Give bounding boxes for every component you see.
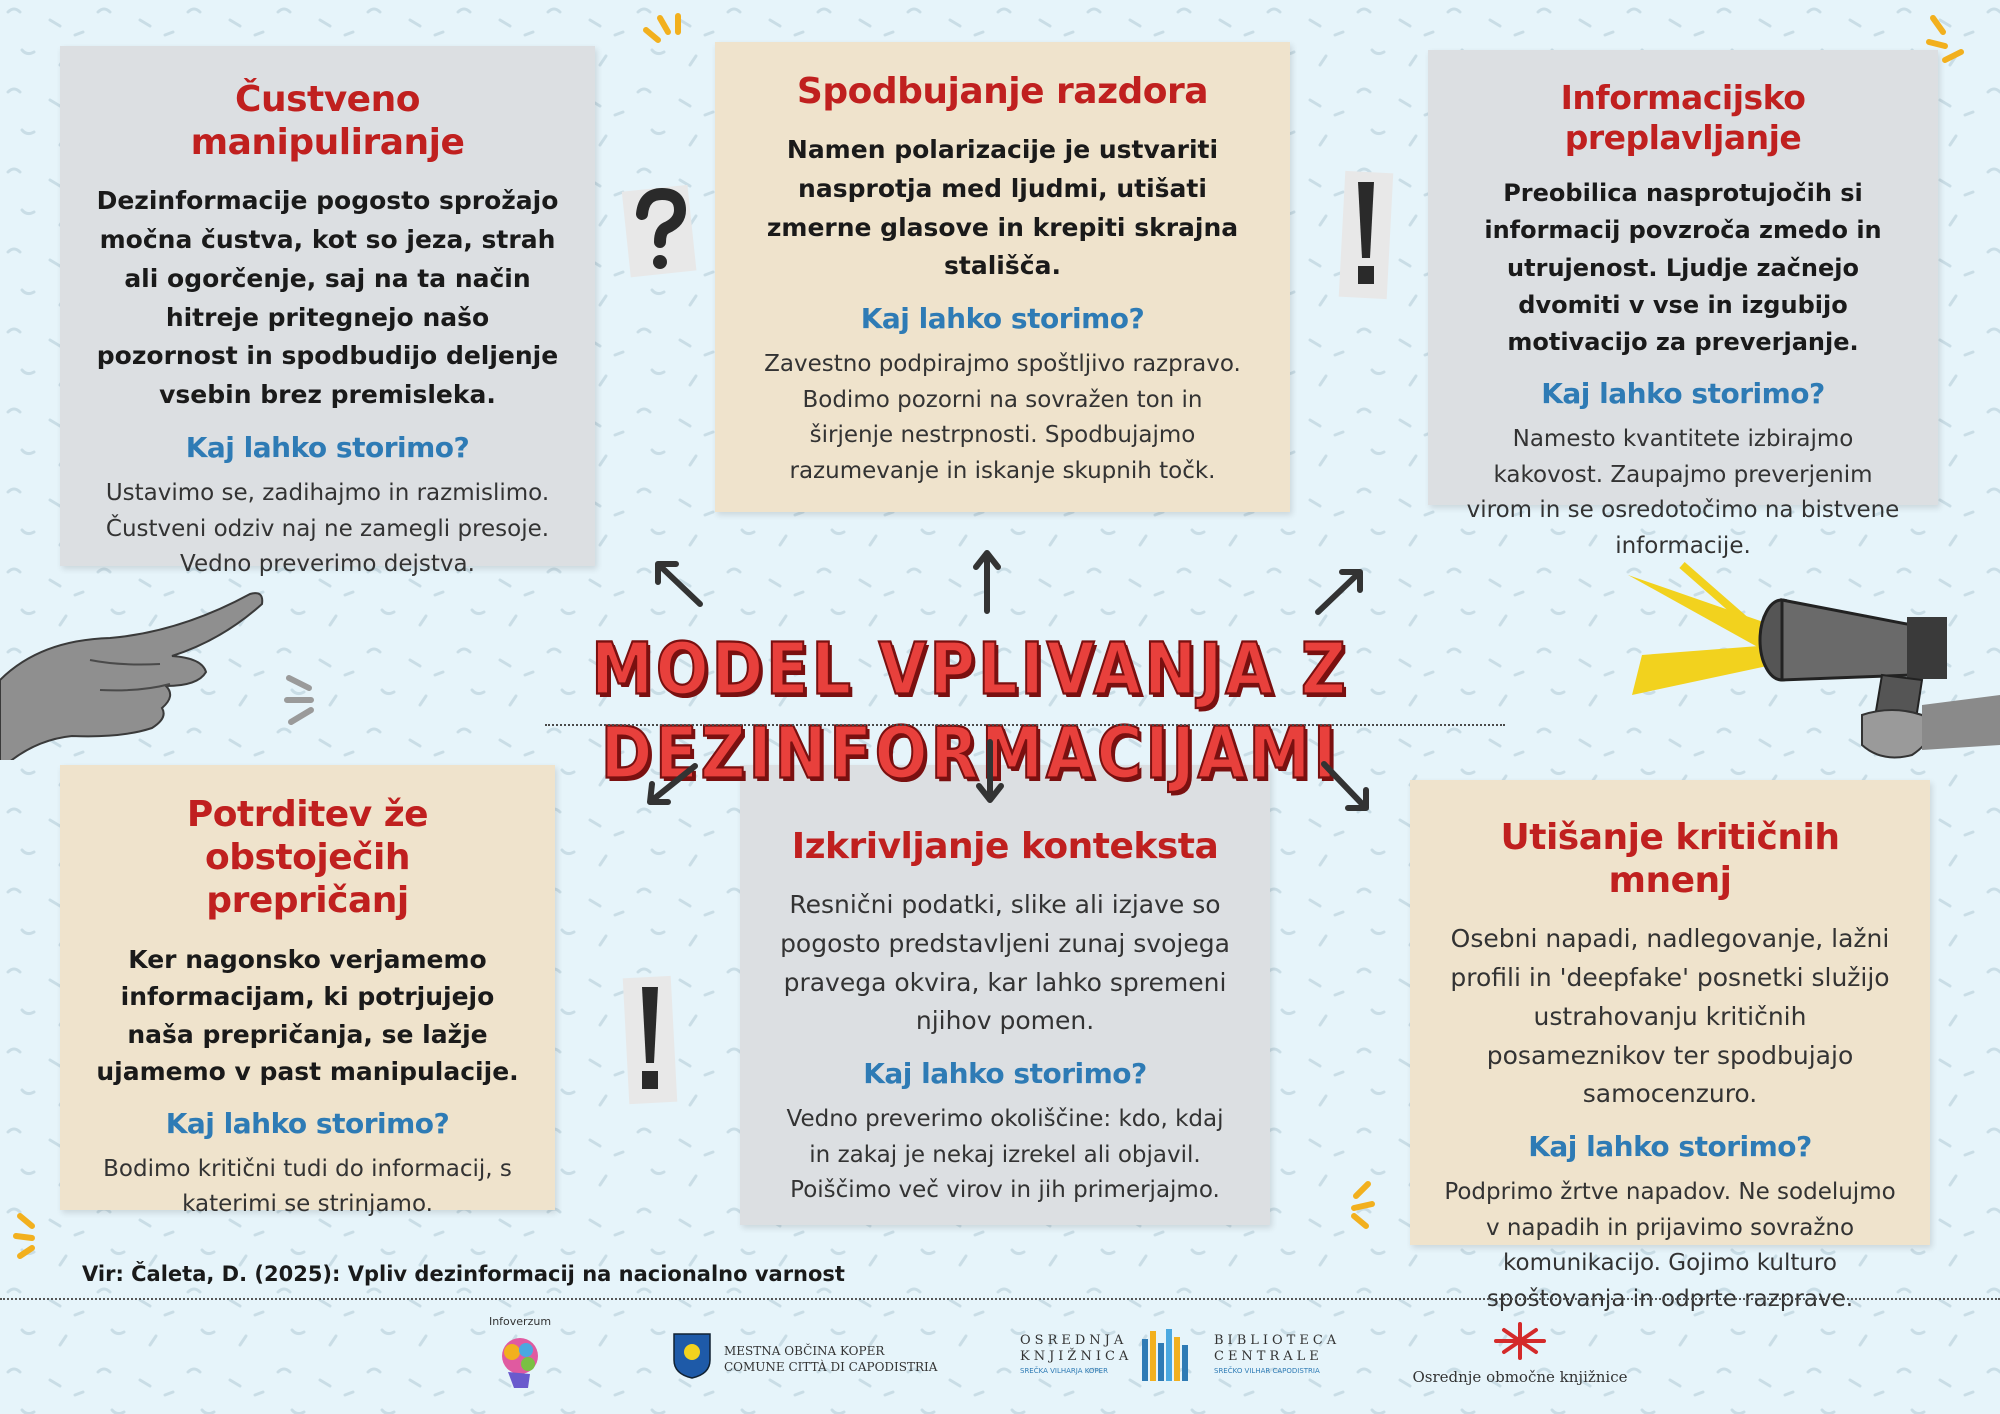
card-subtitle: Kaj lahko storimo? <box>165 1106 450 1140</box>
card-tip: Bodimo kritični tudi do informacij, s katerimi se strinjamo. <box>103 1155 512 1218</box>
arrow-icon <box>1318 758 1378 818</box>
library-sl-line1: OSREDNJA <box>1020 1333 1128 1348</box>
koper-line1: MESTNA OBČINA KOPER <box>724 1344 885 1358</box>
card-confirmation-bias <box>60 765 555 1218</box>
books-icon <box>1138 1325 1198 1385</box>
card-tip: Podprimo žrtve napadov. Ne sodelujmo v napadih in prijavimo sovražno komunikacijo. Gojimo kulturo spoštovanja in odprte razprave. <box>1444 1179 1896 1313</box>
infoverzum-label: Infoverzum <box>488 1315 552 1328</box>
burst-lines-icon <box>1328 1178 1378 1238</box>
card-tip: Zavestno podpirajmo spoštljivo razpravo. Bodimo pozorni na sovražen ton in širjenje nestrpnosti. Spodbujajmo razumevanje in iskanje skupnih točk. <box>764 351 1241 485</box>
regional-libraries-logo <box>1410 1318 1630 1388</box>
arrow-icon <box>1310 560 1370 620</box>
card-title: Potrditev že obstoječih prepričanj <box>186 794 429 922</box>
library-sl-line2: KNJIŽNICA <box>1020 1349 1133 1364</box>
library-it-line2: CENTRALE <box>1214 1349 1323 1364</box>
card-information-flooding <box>1428 50 1938 560</box>
card-title: Utišanje kritičnih mnenj <box>1500 817 1840 902</box>
arrow-icon <box>972 545 1002 615</box>
card-title: Čustveno manipuliranje <box>190 79 465 164</box>
central-library-logo <box>1018 1325 1341 1387</box>
card-title: Izkrivljanje konteksta <box>791 826 1219 867</box>
card-context-distortion <box>740 765 1270 1225</box>
library-sl-line3: SREČKA VILHARJA KOPER <box>1020 1367 1108 1375</box>
coat-of-arms-icon <box>670 1330 714 1380</box>
arrow-icon <box>640 760 700 810</box>
card-silencing-critics <box>1410 780 1930 1313</box>
koper-municipality-logo <box>670 1330 950 1380</box>
burst-lines-icon <box>12 1210 62 1270</box>
megaphone-icon <box>1622 545 2000 775</box>
koper-line2: COMUNE CITTÀ DI CAPODISTRIA <box>724 1360 938 1374</box>
burst-lines-icon <box>640 12 690 62</box>
pointing-hand-icon <box>0 590 270 760</box>
infoverzum-logo <box>480 1315 560 1396</box>
arrow-icon <box>648 552 708 612</box>
burst-lines-icon <box>283 670 333 730</box>
card-intro: Preobilica nasprotujočih si informacij povzroča zmedo in utrujenost. Ljudje začnejo dvomiti v vse in izgubijo motivacijo za preverjanje. <box>1484 179 1882 356</box>
footer-divider <box>0 1298 2000 1300</box>
source-citation: Vir: Čaleta, D. (2025): Vpliv dezinformacij na nacionalno varnost <box>82 1262 845 1286</box>
title-divider <box>545 724 1505 726</box>
star-burst-icon <box>1490 1318 1550 1364</box>
library-it-line3: SREČKO VILHAR CAPODISTRIA <box>1214 1367 1320 1375</box>
brain-head-icon <box>490 1332 550 1392</box>
card-tip: Ustavimo se, zadihajmo in razmislimo. Čustveni odziv naj ne zamegli presoje. Vedno preverimo dejstva. <box>105 479 550 578</box>
exclamation-icon <box>622 975 678 1105</box>
card-subtitle: Kaj lahko storimo? <box>185 430 470 464</box>
card-title: Spodbujanje razdora <box>796 71 1209 112</box>
regional-label: Osrednje območne knjižnice <box>1412 1368 1628 1386</box>
card-subtitle: Kaj lahko storimo? <box>863 1057 1147 1091</box>
card-inciting-division <box>715 42 1290 512</box>
question-mark-icon <box>620 180 700 280</box>
card-emotional-manipulation <box>60 46 595 578</box>
burst-lines-icon <box>1925 12 1980 72</box>
card-subtitle: Kaj lahko storimo? <box>1528 1130 1812 1164</box>
card-tip: Namesto kvantitete izbirajmo kakovost. Zaupajmo preverjenim virom in se osredotočimo na bistvene informacije. <box>1466 426 1900 560</box>
card-intro: Ker nagonsko verjamemo informacijam, ki potrjujejo naša prepričanja, se lažje ujamemo v past manipulacije. <box>96 944 519 1087</box>
card-intro: Dezinformacije pogosto sprožajo močna čustva, kot so jeza, strah ali ogorčenje, saj na ta način hitreje pritegnejo našo pozornost in spodbudijo deljenje vsebin brez premisleka. <box>96 186 559 410</box>
card-intro: Resnični podatki, slike ali izjave so pogosto predstavljeni zunaj svojega pravega okvira, kar lahko spremeni njihov pomen. <box>780 890 1230 1036</box>
card-intro: Osebni napadi, nadlegovanje, lažni profili in 'deepfake' posnetki služijo ustrahovanju kritičnih posameznikov ter spodbujajo samocenzuro. <box>1450 924 1890 1109</box>
exclamation-icon <box>1338 170 1394 300</box>
arrow-icon <box>975 738 1005 808</box>
card-title: Informacijsko preplavljanje <box>1560 78 1806 157</box>
card-intro: Namen polarizacije je ustvariti nasprotja med ljudmi, utišati zmerne glasove in krepiti skrajna stališča. <box>766 135 1239 281</box>
library-it-line1: BIBLIOTECA <box>1214 1333 1341 1348</box>
card-subtitle: Kaj lahko storimo? <box>860 302 1145 336</box>
main-title: MODEL VPLIVANJA Z DEZINFORMACIJAMI <box>591 627 1349 795</box>
card-subtitle: Kaj lahko storimo? <box>1541 377 1825 411</box>
card-tip: Vedno preverimo okoliščine: kdo, kdaj in zakaj je nekaj izrekel ali objavil. Poiščimo več virov in jih primerjajmo. <box>786 1106 1224 1204</box>
